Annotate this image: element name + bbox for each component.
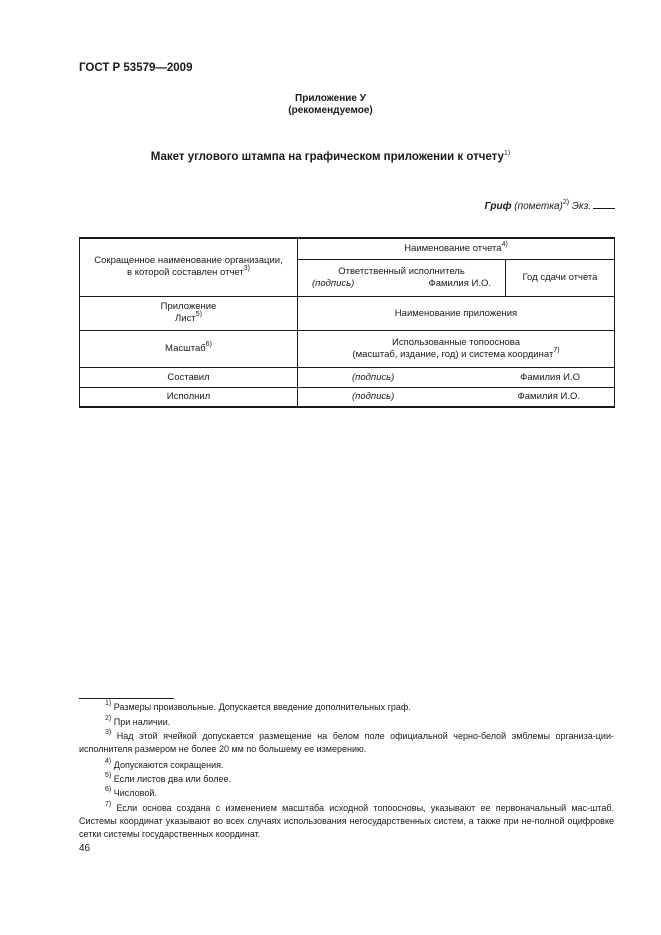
performed-cell: Исполнил <box>80 387 298 407</box>
grif-note: (пометка) <box>514 201 563 212</box>
appendix-label: Приложение У <box>295 93 366 104</box>
performed-sign-cell: (подпись) Фамилия И.О. <box>298 387 615 407</box>
appendix-name-cell: Наименование приложения <box>298 296 615 330</box>
footnote-2: $^{2)}$ При наличии. <box>105 715 171 727</box>
report-name-cell: Наименование отчета$^{4)}$ <box>298 238 615 259</box>
footnote-1: $^{1)}$ Размеры произвольные. Допускается введение дополнительных граф. <box>105 700 411 712</box>
footnote-4: $^{4)}$ Допускаются сокращения. <box>105 758 224 770</box>
standard-code: ГОСТ Р 53579—2009 <box>79 62 193 74</box>
footnote-7: $^{7)}$ Если основа создана с изменением масштаба исходной топоосновы, указывают ее первоначальный мас-штаб. Системы координат указывают во всех случаях использования негосударственных систем, а также при не-полной оцифровке сетки системы государственных координат. <box>79 801 614 839</box>
appendix-status: (рекомендуемое) <box>288 105 373 116</box>
grif-line: Гриф (пометка)$^{2)}$ Экз. <box>485 201 616 212</box>
copy-blank <box>593 208 615 209</box>
appendix-sheet-cell: Приложение Лист$^{5)}$ <box>80 296 298 330</box>
compiled-cell: Составил <box>80 367 298 387</box>
executor-cell: Ответственный исполнитель (подпись) Фамилия И.О. <box>298 259 506 296</box>
org-name-cell: Сокращенное наименование организации, в которой составлен отчет$^{3)}$ <box>80 238 298 296</box>
copy-label: Экз. <box>571 201 591 212</box>
scale-cell: Масштаб$^{6)}$ <box>80 330 298 367</box>
topo-cell: Использованные топооснова (масштаб, издание, год) и система координат$^{7)}$ <box>298 330 615 367</box>
year-cell: Год сдачи отчета <box>506 259 615 296</box>
page-number: 46 <box>79 843 91 854</box>
footnote-6: $^{6)}$ Числовой. <box>105 786 157 798</box>
footnote-5: $^{5)}$ Если листов два или более. <box>105 772 231 784</box>
corner-stamp-table <box>79 237 615 408</box>
footnote-3: $^{3)}$ Над этой ячейкой допускается размещение на белом поле официальной черно-белой эмблемы организа-ции-исполнителя размером не более 20 мм по большему ее измерению. <box>79 729 614 754</box>
grif-label: Гриф <box>484 201 512 212</box>
page-title: Макет углового штампа на графическом приложении к отчету$^{1)}$ <box>150 150 511 163</box>
footnote-rule <box>79 698 174 699</box>
compiled-sign-cell: (подпись) Фамилия И.О <box>298 367 615 387</box>
